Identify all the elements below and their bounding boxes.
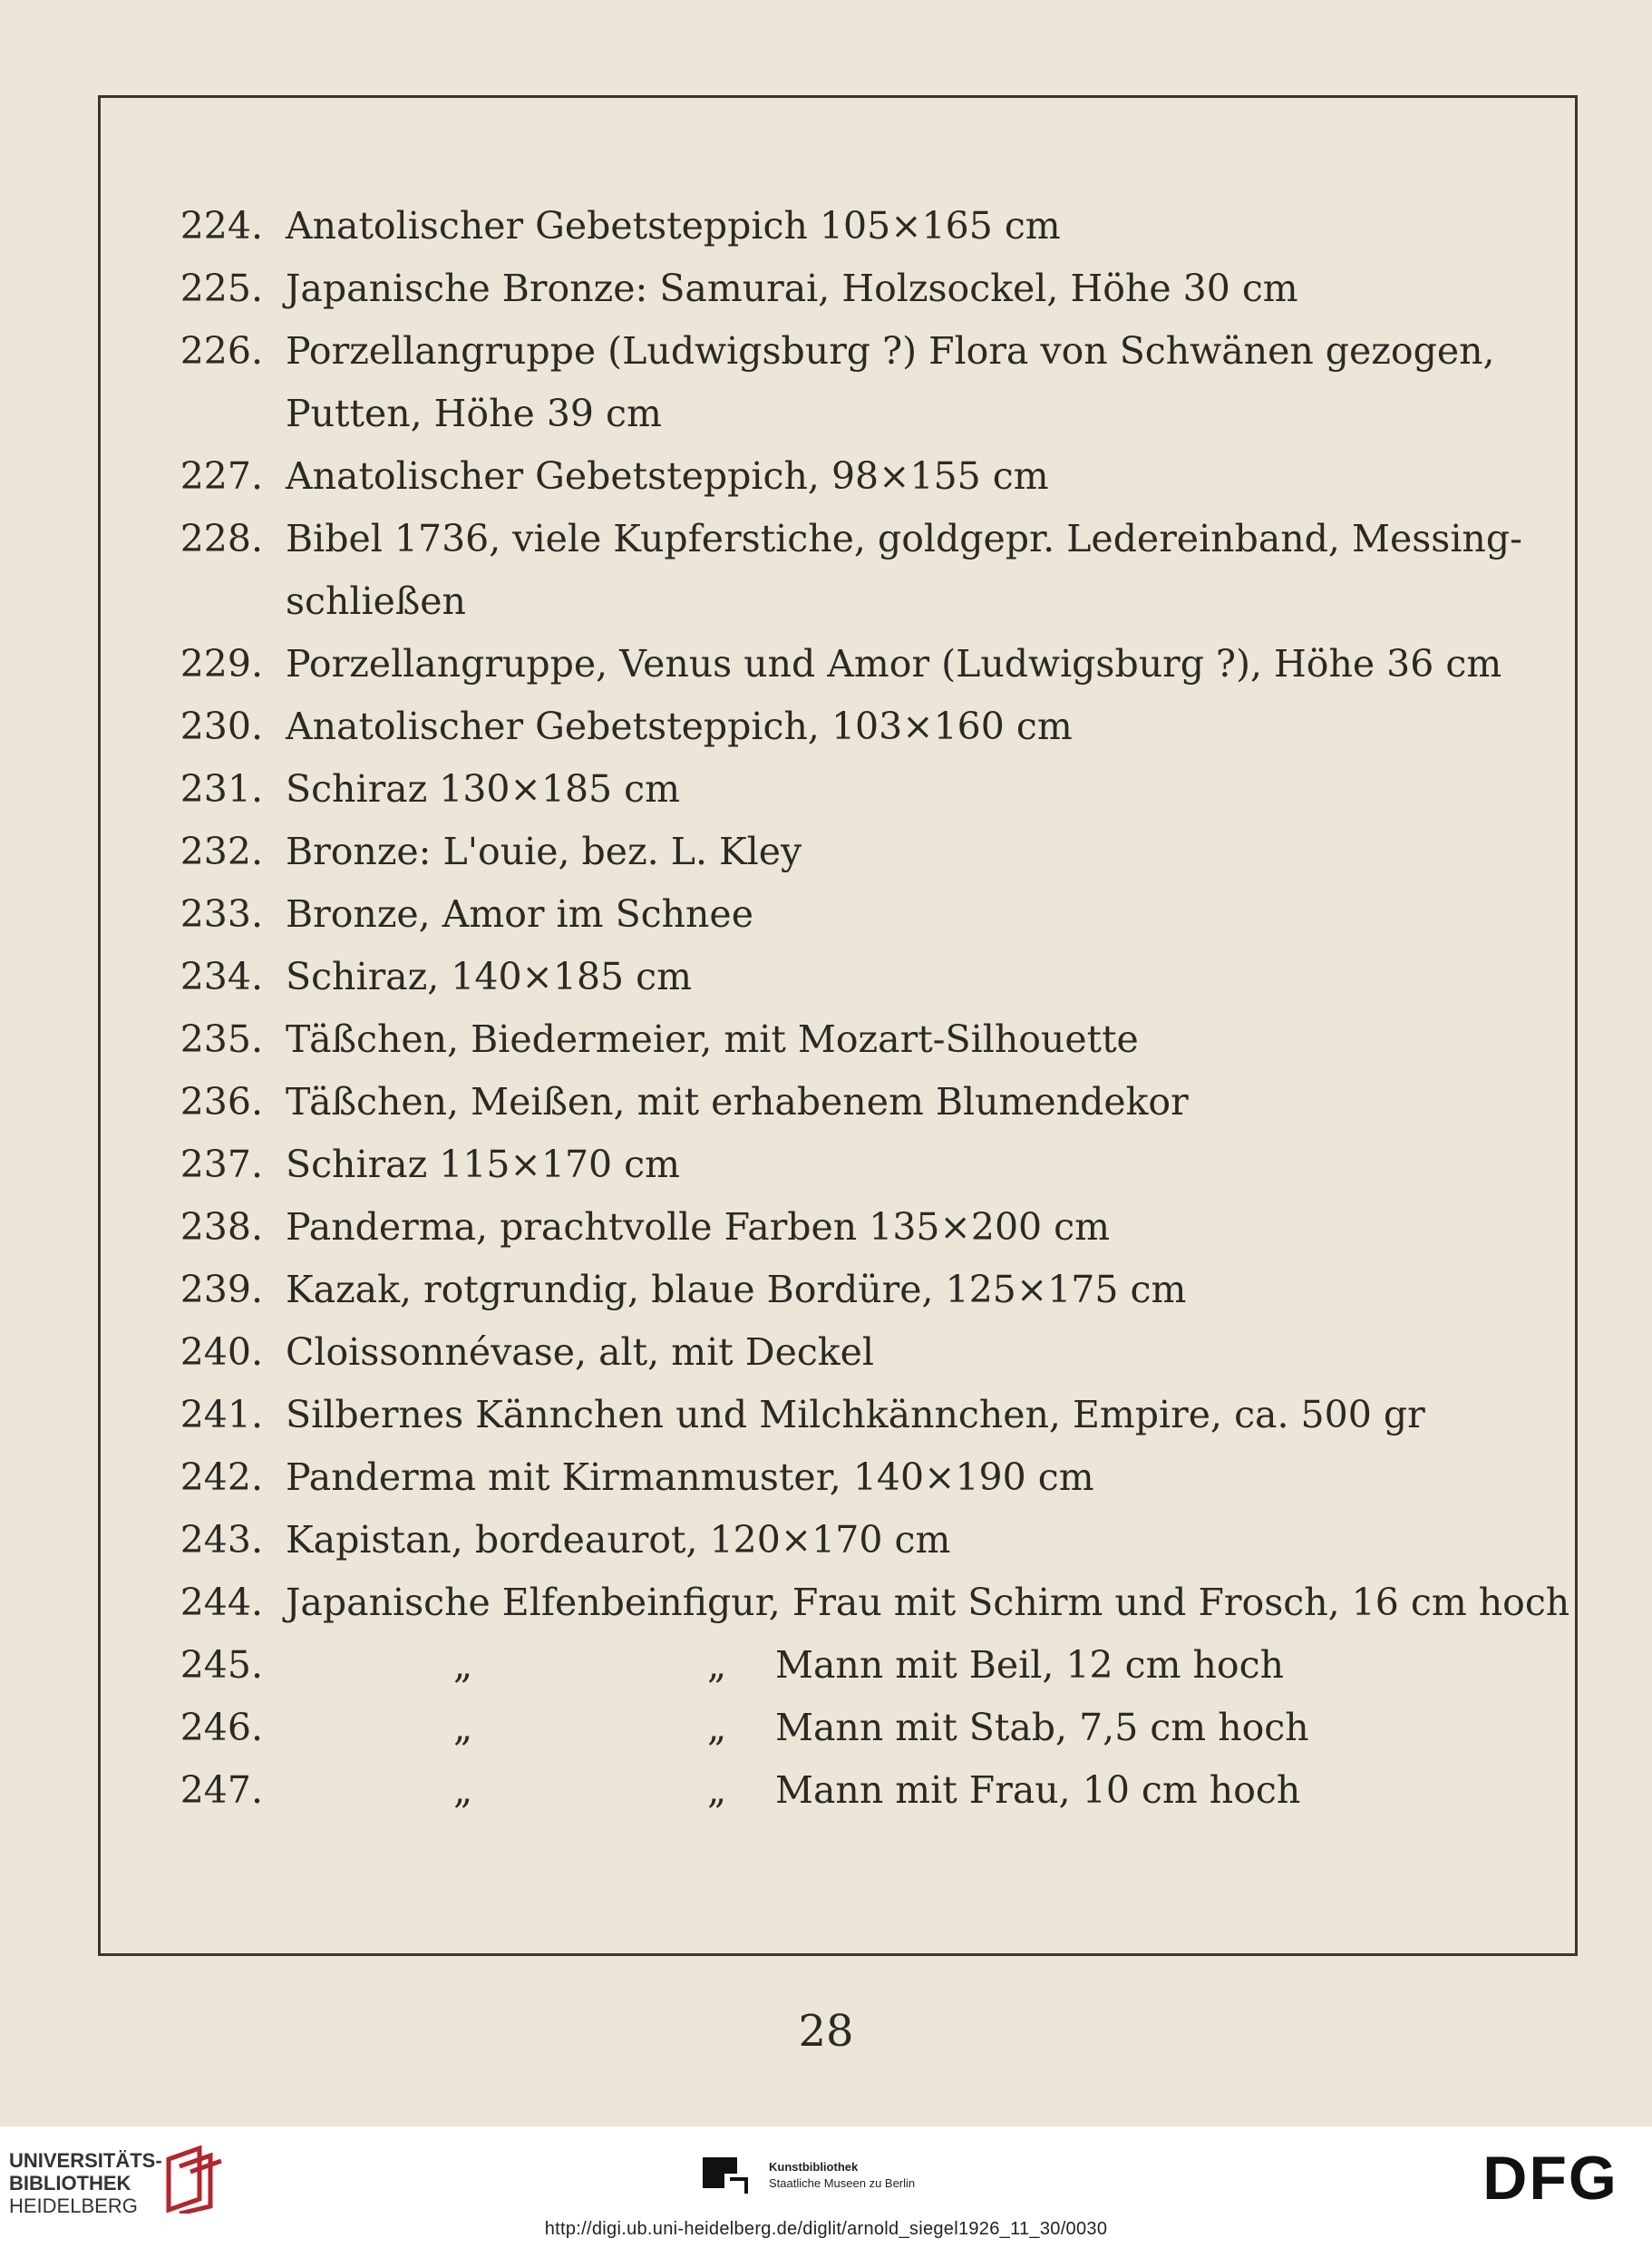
catalog-entry: [100, 196, 1550, 258]
entry-number: 243.: [180, 1518, 263, 1562]
catalog-entry: [100, 1322, 1550, 1385]
catalog-entry: [100, 1572, 1570, 1635]
entry-description: Anatolischer Gebetsteppich, 98×155 cm: [286, 454, 1049, 498]
entry-description: Porzellangruppe (Ludwigsburg ?) Flora von Schwänen gezogen,: [286, 329, 1495, 373]
catalog-entry: [100, 1447, 1550, 1510]
entry-description: Cloissonnévase, alt, mit Deckel: [286, 1330, 875, 1374]
catalog-entry: [100, 696, 1550, 759]
footer-bar: [0, 2126, 1652, 2248]
entry-number: 235.: [180, 1017, 263, 1061]
entry-number: 224.: [180, 204, 263, 248]
catalog-entry: [100, 1635, 1550, 1698]
entry-description: Schiraz 115×170 cm: [286, 1143, 680, 1186]
catalog-entry: [100, 446, 1550, 509]
entry-description: Japanische Elfenbeinfigur, Frau mit Schirm und Frosch, 16 cm hoch: [286, 1581, 1570, 1624]
entry-description: Japanische Bronze: Samurai, Holzsockel, Höhe 30 cm: [286, 267, 1298, 310]
ditto-mark: „: [453, 1643, 473, 1687]
catalog-entry: [100, 1698, 1550, 1760]
entry-number: 241.: [180, 1393, 263, 1436]
catalog-entry: [100, 822, 1550, 884]
catalog-entry: [100, 1510, 1550, 1572]
entry-number: 240.: [180, 1330, 263, 1374]
entry-description: Anatolischer Gebetsteppich 105×165 cm: [286, 204, 1061, 248]
source-url-link[interactable]: http://digi.ub.uni-heidelberg.de/diglit/arnold_siegel1926_11_30/0030: [544, 2219, 1108, 2239]
catalog-entry: [100, 1134, 1550, 1197]
entry-number: 231.: [180, 767, 263, 811]
catalog-entry: [100, 884, 1550, 947]
heidelberg-library-label[interactable]: UNIVERSITÄTS- BIBLIOTHEK HEIDELBERG: [9, 2149, 162, 2217]
ditto-mark: „: [707, 1643, 727, 1687]
entry-number: 238.: [180, 1205, 263, 1249]
entry-number: 227.: [180, 454, 263, 498]
entry-description: Mann mit Stab, 7,5 cm hoch: [775, 1706, 1309, 1749]
entry-number: 237.: [180, 1143, 263, 1186]
entry-number: 244.: [180, 1581, 263, 1624]
entry-description: Mann mit Beil, 12 cm hoch: [775, 1643, 1284, 1687]
dfg-logo-icon[interactable]: [1469, 2146, 1632, 2210]
entry-description: Bibel 1736, viele Kupferstiche, goldgepr. Ledereinband, Messing-: [286, 517, 1522, 560]
entry-number: 233.: [180, 892, 263, 936]
catalog-entry: [100, 1197, 1550, 1260]
catalog-entry: [100, 258, 1550, 321]
catalog-entry: [100, 321, 1550, 446]
entry-description: Schiraz 130×185 cm: [286, 767, 680, 811]
entry-description: Täßchen, Meißen, mit erhabenem Blumendekor: [286, 1080, 1189, 1124]
catalog-entry: [100, 759, 1550, 822]
catalog-entry: [100, 1072, 1550, 1134]
entry-number: 234.: [180, 955, 263, 998]
entry-number: 228.: [180, 517, 263, 560]
catalog-entry: [100, 947, 1550, 1009]
entry-number: 225.: [180, 267, 263, 310]
entry-description: Kapistan, bordeaurot, 120×170 cm: [286, 1518, 951, 1562]
entry-number: 239.: [180, 1268, 263, 1311]
ditto-mark: „: [453, 1768, 473, 1812]
catalog-entry: [100, 1260, 1550, 1322]
dfg-label: DFG: [1482, 2146, 1618, 2210]
ditto-mark: „: [707, 1706, 727, 1749]
ditto-mark: „: [707, 1768, 727, 1812]
entry-description: Bronze, Amor im Schnee: [286, 892, 753, 936]
catalog-entry: [100, 634, 1550, 696]
catalog-entry: [100, 509, 1550, 634]
entry-number: 229.: [180, 642, 263, 686]
entry-description: Silbernes Kännchen und Milchkännchen, Empire, ca. 500 gr: [286, 1393, 1425, 1436]
entry-description: Mann mit Frau, 10 cm hoch: [775, 1768, 1301, 1812]
entry-description: schließen: [286, 579, 466, 623]
entry-description: Bronze: L'ouie, bez. L. Kley: [286, 830, 802, 873]
entry-description: Panderma mit Kirmanmuster, 140×190 cm: [286, 1455, 1094, 1499]
catalog-entry: [100, 1385, 1550, 1447]
entry-description: Putten, Höhe 39 cm: [286, 392, 662, 435]
entry-description: Kazak, rotgrundig, blaue Bordüre, 125×175 cm: [286, 1268, 1187, 1311]
entry-description: Panderma, prachtvolle Farben 135×200 cm: [286, 1205, 1110, 1249]
entry-number: 236.: [180, 1080, 263, 1124]
heidelberg-library-logo-icon[interactable]: [163, 2141, 228, 2214]
page-number: 28: [798, 2006, 854, 2057]
catalog-entry: [100, 1760, 1550, 1823]
entry-description: Anatolischer Gebetsteppich, 103×160 cm: [286, 705, 1073, 748]
kunstbibliothek-logo-icon[interactable]: [703, 2157, 753, 2199]
kunstbibliothek-label: Kunstbibliothek Staatliche Museen zu Berlin: [769, 2160, 916, 2190]
entry-description: Porzellangruppe, Venus und Amor (Ludwigsburg ?), Höhe 36 cm: [286, 642, 1502, 686]
catalog-entry: [100, 1009, 1550, 1072]
entry-description: Schiraz, 140×185 cm: [286, 955, 693, 998]
entry-number: 245.: [180, 1643, 263, 1687]
entry-number: 230.: [180, 705, 263, 748]
entry-number: 232.: [180, 830, 263, 873]
entry-number: 246.: [180, 1706, 263, 1749]
entry-number: 226.: [180, 329, 263, 373]
ditto-mark: „: [453, 1706, 473, 1749]
entry-number: 242.: [180, 1455, 263, 1499]
entry-description: Täßchen, Biedermeier, mit Mozart-Silhouette: [286, 1017, 1139, 1061]
entry-number: 247.: [180, 1768, 263, 1812]
